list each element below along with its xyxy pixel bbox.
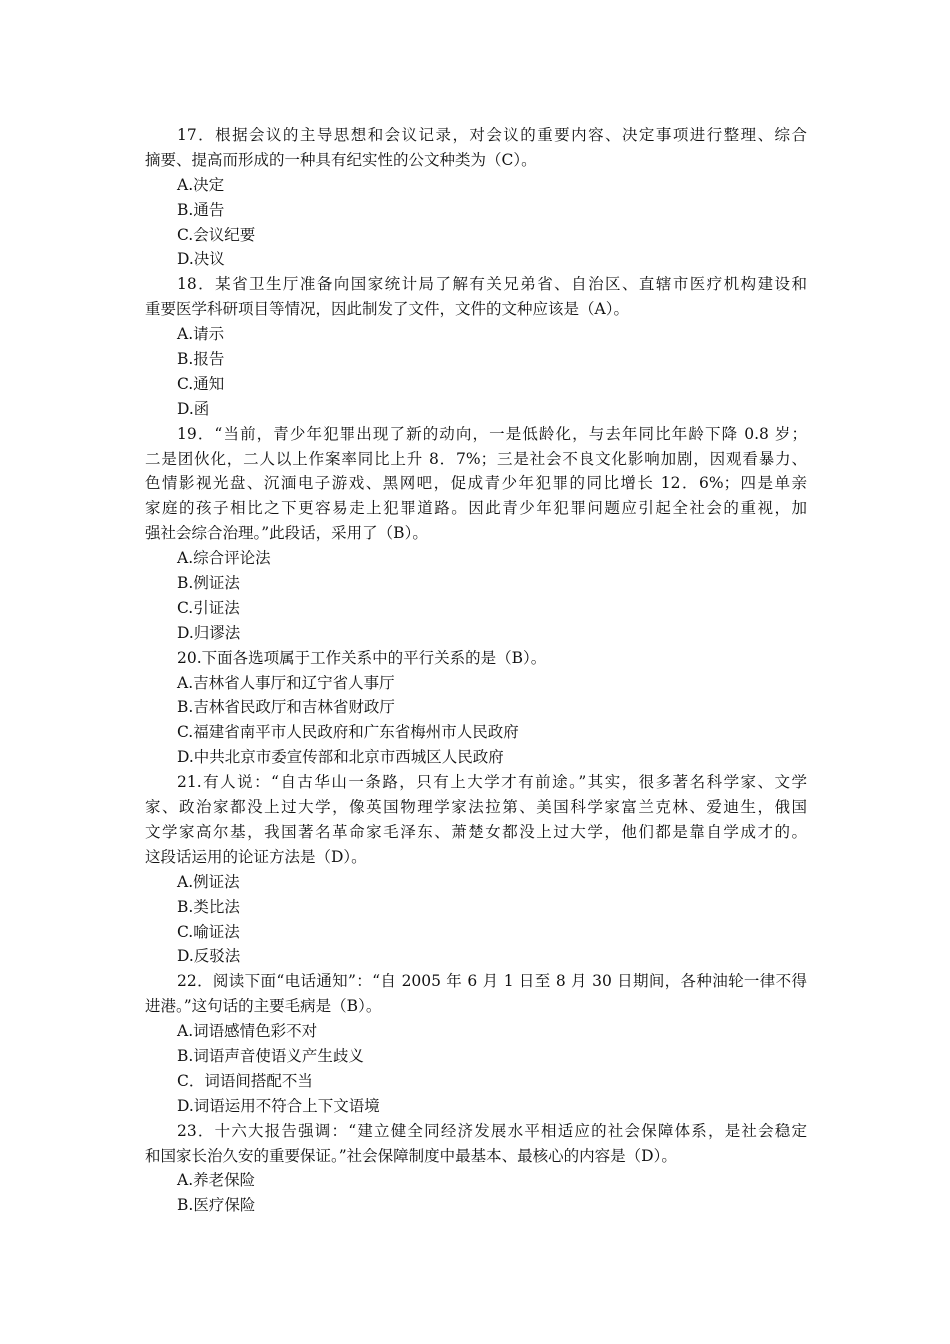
answer-option: A.决定 <box>177 175 225 194</box>
question-block <box>145 646 807 770</box>
answer-option: D.归谬法 <box>177 623 241 642</box>
question-text-line: 21.有人说：“自古华山一条路，只有上大学才有前途。”其实，很多著名科学家、文学 <box>177 773 807 792</box>
answer-option: B.医疗保险 <box>177 1196 256 1215</box>
answer-option: D.反驳法 <box>177 947 241 966</box>
answer-option: C.通知 <box>177 374 225 393</box>
question-text-line: 进港。”这句话的主要毛病是（B）。 <box>145 997 382 1016</box>
answer-option: D.函 <box>177 399 210 418</box>
question-block <box>145 1119 807 1219</box>
answer-option: C.福建省南平市人民政府和广东省梅州市人民政府 <box>177 723 519 742</box>
question-text-line: 强社会综合治理。”此段话，采用了（B）。 <box>145 524 428 543</box>
document-page <box>145 123 807 1218</box>
answer-option: A.词语感情色彩不对 <box>177 1022 318 1041</box>
question-text-line: 重要医学科研项目等情况，因此制发了文件，文件的文种应该是（A）。 <box>145 300 629 319</box>
answer-option: B.吉林省民政厅和吉林省财政厅 <box>177 698 395 717</box>
question-text-line: 23．十六大报告强调：“建立健全同经济发展水平相适应的社会保障体系，是社会稳定 <box>177 1121 807 1140</box>
question-block <box>145 422 807 646</box>
question-text-line: 家、政治家都没上过大学，像英国物理学家法拉第、美国科学家富兰克林、爱迪生，俄国 <box>145 798 807 817</box>
answer-option: B.例证法 <box>177 574 240 593</box>
question-block <box>145 969 807 1118</box>
answer-option: C.喻证法 <box>177 922 240 941</box>
answer-option: B.类比法 <box>177 897 240 916</box>
question-text-line: 22．阅读下面“电话通知”：“自 2005 年 6 月 1 日至 8 月 30 日期间，各种油轮一律不得 <box>177 972 807 991</box>
answer-option: D.词语运用不符合上下文语境 <box>177 1096 380 1115</box>
question-text-line: 这段话运用的论证方法是（D）。 <box>145 847 367 866</box>
answer-option: A.综合评论法 <box>177 549 271 568</box>
question-text-line: 18．某省卫生厅准备向国家统计局了解有关兄弟省、自治区、直辖市医疗机构建设和 <box>177 275 807 294</box>
answer-option: A.请示 <box>177 325 225 344</box>
question-text-line: 二是团伙化，二人以上作案率同比上升 8．7%；三是社会不良文化影响加剧，因观看暴力、 <box>145 449 807 468</box>
answer-option: C.会议纪要 <box>177 225 256 244</box>
question-block <box>145 770 807 969</box>
question-text-line: 19．“当前，青少年犯罪出现了新的动向，一是低龄化，与去年同比年龄下降 0.8 岁； <box>177 424 807 443</box>
answer-option: A.吉林省人事厅和辽宁省人事厅 <box>177 673 395 692</box>
answer-option: C．词语间搭配不当 <box>177 1071 313 1090</box>
answer-option: A.例证法 <box>177 872 240 891</box>
question-text-line: 文学家高尔基，我国著名革命家毛泽东、萧楚女都没上过大学，他们都是靠自学成才的。 <box>145 822 807 841</box>
question-text-line: 20.下面各选项属于工作关系中的平行关系的是（B）。 <box>177 648 547 667</box>
answer-option: D.中共北京市委宣传部和北京市西城区人民政府 <box>177 748 504 767</box>
question-text-line: 色情影视光盘、沉湎电子游戏、黑网吧，促成青少年犯罪的同比增长 12．6%；四是单亲 <box>145 474 807 493</box>
question-block <box>145 123 807 272</box>
answer-option: B.通告 <box>177 200 225 219</box>
answer-option: C.引证法 <box>177 598 240 617</box>
question-text-line: 17．根据会议的主导思想和会议记录，对会议的重要内容、决定事项进行整理、综合 <box>177 126 807 144</box>
question-text-line: 摘要、提高而形成的一种具有纪实性的公文种类为（C）。 <box>145 150 537 169</box>
question-text-line: 和国家长治久安的重要保证。”社会保障制度中最基本、最核心的内容是（D）。 <box>145 1146 677 1165</box>
answer-option: A.养老保险 <box>177 1171 256 1190</box>
answer-option: B.词语声音使语义产生歧义 <box>177 1046 364 1065</box>
question-block <box>145 272 807 421</box>
answer-option: B.报告 <box>177 350 225 369</box>
answer-option: D.决议 <box>177 250 225 269</box>
question-text-line: 家庭的孩子相比之下更容易走上犯罪道路。因此青少年犯罪问题应引起全社会的重视，加 <box>145 499 807 518</box>
